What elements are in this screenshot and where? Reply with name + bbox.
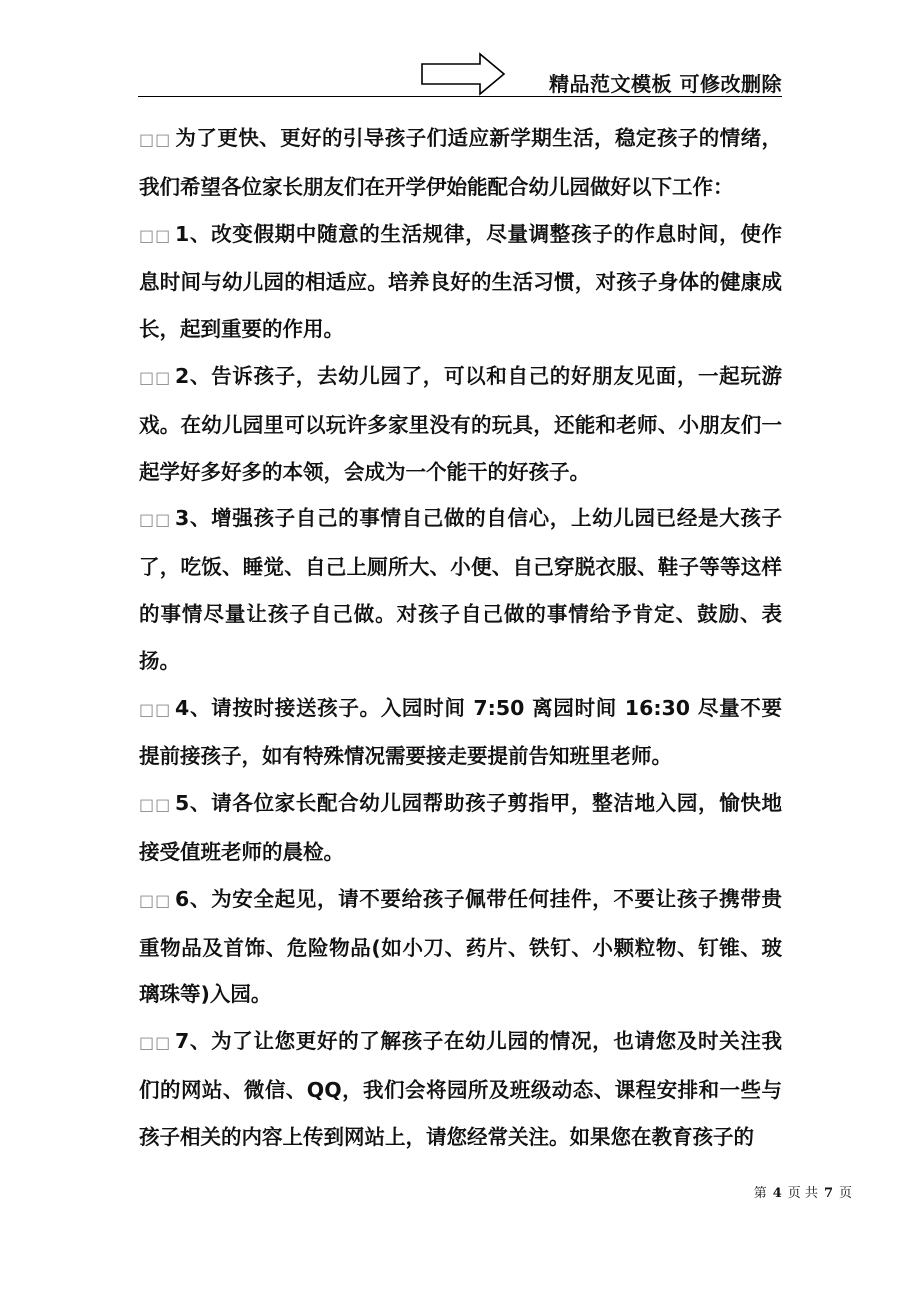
page-header (138, 48, 782, 98)
paragraph-item-5 (139, 780, 782, 876)
total-page-number: 7 (823, 1186, 833, 1201)
right-arrow-icon (420, 52, 506, 96)
paragraph-text: 7、为了让您更好的了解孩子在幼儿园的情况，也请您及时关注我们的网站、微信、QQ，我们会将园所及班级动态、课程安排和一些与孩子相关的内容上传到网站上，请您经常关注。如果您在教育孩子的 (139, 1029, 782, 1149)
paragraph-text: 3、增强孩子自己的事情自己做的自信心，上幼儿园已经是大孩子了，吃饭、睡觉、自己上厕所大、小便、自己穿脱衣服、鞋子等等这样的事情尽量让孩子自己做。对孩子自己做的事情给予肯定、鼓励、表扬。 (139, 506, 782, 673)
paragraph-text: 5、请各位家长配合幼儿园帮助孩子剪指甲，整洁地入园，愉快地接受值班老师的晨检。 (139, 791, 782, 864)
document-body (139, 115, 782, 1161)
paragraph-text: 6、为安全起见，请不要给孩子佩带任何挂件，不要让孩子携带贵重物品及首饰、危险物品(如小刀、药片、铁钉、小颗粒物、钉锥、玻璃珠等)入园。 (139, 886, 782, 1007)
indent-marker: □□ (139, 225, 172, 245)
paragraph-item-2 (139, 353, 782, 495)
indent-marker: □□ (139, 699, 172, 719)
indent-marker: □□ (139, 130, 172, 149)
indent-marker: □□ (139, 795, 172, 815)
footer-prefix: 第 (753, 1186, 767, 1201)
indent-marker: □□ (139, 510, 172, 530)
indent-marker: □□ (139, 1033, 172, 1053)
paragraph-intro (139, 115, 782, 211)
footer-middle: 页 共 (787, 1186, 818, 1201)
paragraph-text: 4、请按时接送孩子。入园时间 7:50 离园时间 16:30 尽量不要提前接孩子，如有特殊情况需要接走要提前告知班里老师。 (139, 695, 782, 769)
header-divider (138, 96, 782, 97)
paragraph-item-1 (139, 211, 782, 353)
paragraph-item-6 (139, 876, 782, 1018)
paragraph-text: 为了更快、更好的引导孩子们适应新学期生活，稳定孩子的情绪，我们希望各位家长朋友们在开学伊始能配合幼儿园做好以下工作： (139, 126, 782, 199)
indent-marker: □□ (139, 367, 172, 387)
paragraph-item-7 (139, 1018, 782, 1160)
footer-suffix: 页 (838, 1186, 852, 1201)
paragraph-item-4 (139, 685, 782, 781)
paragraph-text: 1、改变假期中随意的生活规律，尽量调整孩子的作息时间，使作息时间与幼儿园的相适应。培养良好的生活习惯，对孩子身体的健康成长，起到重要的作用。 (139, 221, 782, 342)
current-page-number: 4 (772, 1186, 782, 1201)
paragraph-item-3 (139, 495, 782, 684)
indent-marker: □□ (139, 890, 172, 910)
header-title: 精品范文模板 可修改删除 (549, 72, 782, 96)
paragraph-text: 2、告诉孩子，去幼儿园了，可以和自己的好朋友见面，一起玩游戏。在幼儿园里可以玩许多家里没有的玩具，还能和老师、小朋友们一起学好多好多的本领，会成为一个能干的好孩子。 (139, 363, 782, 484)
page-footer (754, 1182, 852, 1201)
